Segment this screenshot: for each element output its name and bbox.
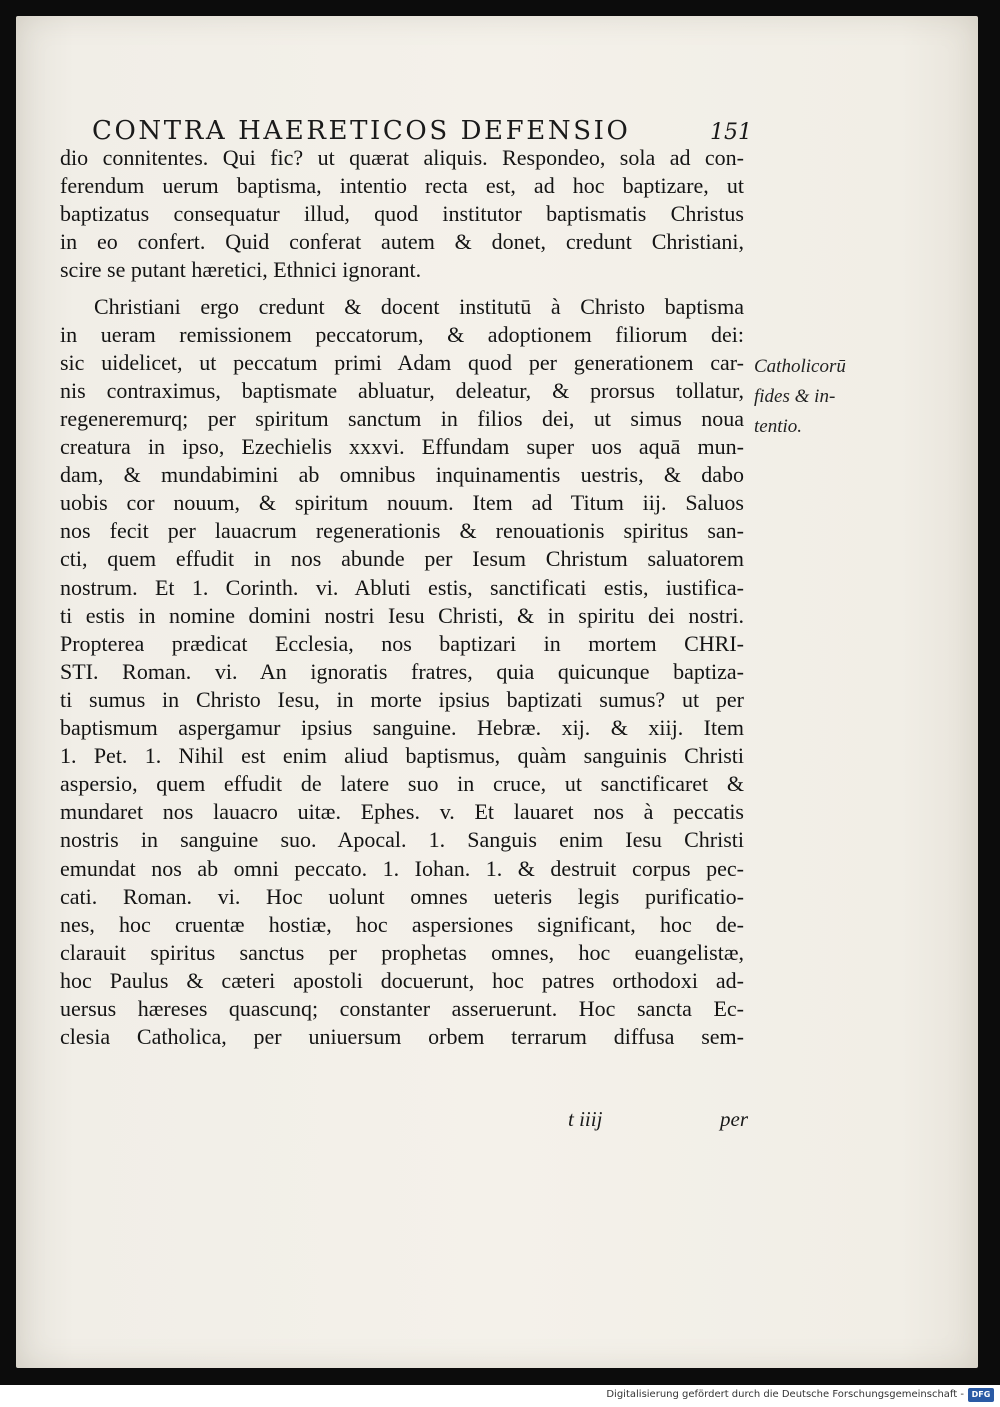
text-line: regeneremurq; per spiritum sanctum in filios dei, ut simus noua bbox=[60, 405, 744, 431]
text-line: sic uidelicet, ut peccatum primi Adam quod per generationem car- bbox=[60, 349, 744, 375]
text-line: nos fecit per lauacrum regenerationis & renouationis spiritus san- bbox=[60, 518, 744, 544]
text-line: mundaret nos lauacro uitæ. Ephes. v. Et lauaret nos à peccatis bbox=[60, 799, 744, 825]
text-line: ferendum uerum baptisma, intentio recta est, ad hoc baptizare, ut bbox=[60, 173, 744, 199]
marginal-note-line: tentio. bbox=[754, 416, 803, 437]
text-line: aspersio, quem effudit de latere suo in cruce, ut sanctificaret & bbox=[60, 771, 744, 797]
footer-credit: Digitalisierung gefördert durch die Deutsche Forschungsgemeinschaft - bbox=[606, 1389, 964, 1400]
text-line: nostris in sanguine suo. Apocal. 1. Sanguis enim Iesu Christi bbox=[60, 827, 744, 853]
text-line: in eo confert. Quid conferat autem & donet, credunt Christiani, bbox=[60, 229, 744, 255]
text-line: uobis cor nouum, & spiritum nouum. Item ad Titum iij. Saluos bbox=[60, 490, 744, 516]
text-line: STI. Roman. vi. An ignoratis fratres, quia quicunque baptiza- bbox=[60, 658, 744, 684]
dfg-logo: DFG bbox=[968, 1388, 994, 1402]
text-line: clarauit spiritus sanctus per prophetas omnes, hoc euangelistæ, bbox=[60, 939, 744, 965]
text-line: Christiani ergo credunt & docent institutū à Christo baptisma bbox=[94, 293, 744, 319]
text-line: nes, hoc cruentæ hostiæ, hoc aspersiones significant, hoc de- bbox=[60, 911, 744, 937]
page-number: 151 bbox=[710, 120, 752, 145]
text-line: scire se putant hæretici, Ethnici ignorant. bbox=[60, 257, 422, 283]
catchword: per bbox=[720, 1107, 748, 1131]
text-line: cti, quem effudit in nos abunde per Iesum Christum saluatorem bbox=[60, 546, 744, 572]
text-line: clesia Catholica, per uniuersum orbem terrarum diffusa sem- bbox=[60, 1024, 744, 1050]
text-line: Propterea prædicat Ecclesia, nos baptizari in mortem CHRI- bbox=[60, 630, 744, 656]
text-line: 1. Pet. 1. Nihil est enim aliud baptismus, quàm sanguinis Christi bbox=[60, 743, 744, 769]
marginal-note-line: Catholicorū bbox=[754, 356, 846, 377]
text-line: dio connitentes. Qui fic? ut quærat aliquis. Respondeo, sola ad con- bbox=[60, 145, 744, 170]
marginal-note-line: fides & in- bbox=[754, 386, 836, 407]
text-line: cati. Roman. vi. Hoc uolunt omnes ueteris legis purificatio- bbox=[60, 883, 744, 909]
text-line: dam, & mundabimini ab omnibus inquinamentis uestris, & dabo bbox=[60, 462, 744, 488]
signature-mark: t iiij bbox=[568, 1107, 603, 1131]
text-line: emundat nos ab omni peccato. 1. Iohan. 1. & destruit corpus pec- bbox=[60, 855, 744, 881]
text-line: uersus hæreses quascunq; constanter asseruerunt. Hoc sancta Ec- bbox=[60, 996, 744, 1021]
text-line: ti estis in nomine domini nostri Iesu Christi, & in spiritu dei nostri. bbox=[60, 602, 744, 628]
catchline bbox=[552, 1107, 748, 1135]
text-line: ti sumus in Christo Iesu, in morte ipsius baptizati sumus? ut per bbox=[60, 686, 744, 712]
running-title: CONTRA HAERETICOS DEFENSIO bbox=[92, 116, 631, 146]
text-line: hoc Paulus & cæteri apostoli docuerunt, hoc patres orthodoxi ad- bbox=[60, 967, 744, 993]
text-line: creatura in ipso, Ezechielis xxxvi. Effundam super uos aquā mun- bbox=[60, 434, 744, 459]
text-line: nis contraximus, baptismate abluatur, deleatur, & prorsus tollatur, bbox=[60, 377, 744, 403]
text-line: nostrum. Et 1. Corinth. vi. Abluti estis, sanctificati estis, iustifica- bbox=[60, 574, 744, 600]
text-line: in ueram remissionem peccatorum, & adoptionem filiorum dei: bbox=[60, 321, 744, 347]
text-line: baptismum aspergamur ipsius sanguine. Hebræ. xij. & xiij. Item bbox=[60, 715, 744, 740]
book-page bbox=[16, 16, 978, 1368]
footer bbox=[0, 1385, 1000, 1407]
text-line: baptizatus consequatur illud, quod institutor baptismatis Christus bbox=[60, 201, 744, 227]
